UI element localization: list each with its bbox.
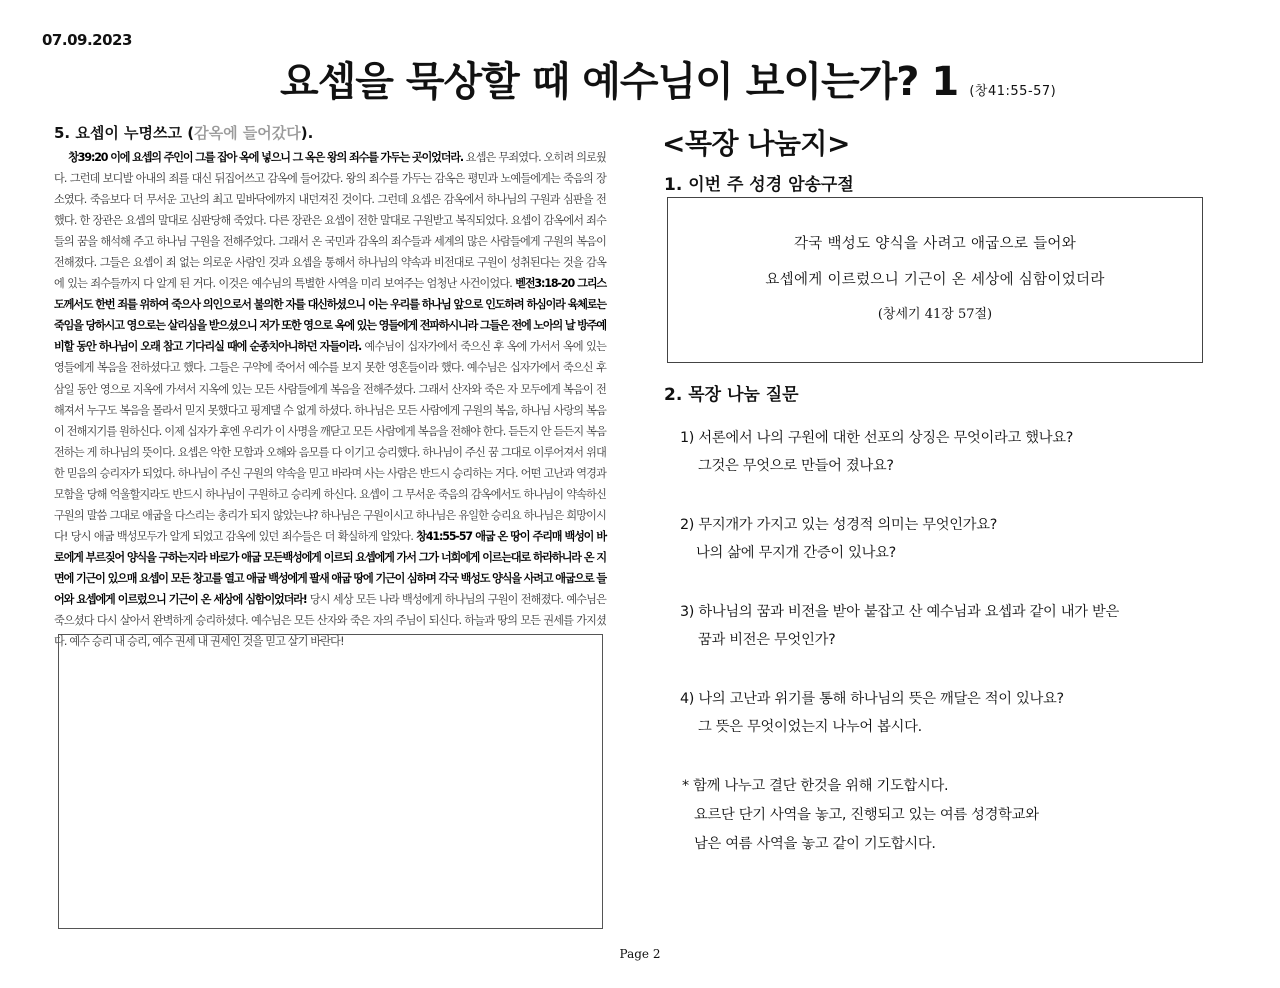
memory-verse-line: 요셉에게 이르렀으니 기근이 온 세상에 심함이었더라: [765, 272, 1105, 288]
title-block: [280, 50, 1180, 107]
question-1: 1) 서론에서 나의 구원에 대한 선포의 상징은 무엇이라고 했나요?: [680, 430, 1074, 446]
question-2: 2) 무지개가 가지고 있는 성경적 의미는 무엇인가요?: [680, 517, 998, 533]
sermon-heading-end: ).: [300, 124, 314, 142]
sermon-heading-grey: 감옥에 들어갔다: [194, 124, 301, 142]
memory-verse-box: [667, 197, 1203, 363]
sermon-paragraph: 예수님이 십자가에서 죽으신 후 옥에 가서서 옥에 있는 영들에게 복음을 전하셨다고 했다. 그들은 구약에 죽어서 예수를 보지 못한 영혼들이라 했다. 예수님은 십자가에서 죽으신 후 삼일 동안 영으로 지옥에 가셔서 지옥에 있는 모든 사람들에게 복음을 전해주셨다. 그래서 산자와 죽은 자 모두에게 복음이 전해져서 누구도 복음을 몰라서 믿지 못했다고 핑계댈 수 없게 하셨다. 하나님은 모든 사람에게 구원의 복음, 하나님 사랑의 복음이 전해지기를 원하신다. 이제 십자가 후엔 우리가 이 사명을 깨닫고 모든 사람에게 복음을 전해야 한다. 듣든지 안 듣든지 복음 전하는 게 하나님의 뜻이다. 요셉은 악한 모함과 오해와 음모를 다 이기고 승리했다. 하나님이 주신 꿈 그대로 이루어져서 위대한 믿음의 승리자가 되었다. 하나님이 주신 구원의 약속을 믿고 바라며 사는 사람은 반드시 승리하는 거다. 어떤 고난과 역경과 모함을 당해 억울할지라도 반드시 하나님이 구원하고 승리케 하신다. 요셉이 그 무서운 죽음의 감옥에서도 하나님이 약속하신 구원의 말씀 그대로 애굽을 다스리는 총리가 되지 않았는냐? 하나님은 구원이시고 하나님은 유일한 승리요 하나님은 희망이시다! 당시 애굽 백성모두가 알게 되었고 감옥에 있던 죄수들은 더 확실하게 알았다.: [54, 340, 606, 543]
sermon-heading-main: 5. 요셉이 누명쓰고 (: [54, 124, 195, 142]
question-2-sub: 나의 삶에 무지개 간증이 있나요?: [696, 545, 896, 561]
prayer-note: * 함께 나누고 결단 한것을 위해 기도합시다.: [682, 778, 949, 794]
scripture-quote: 벧전3:18-20 그리스도께서도 한번 죄를 위하여 죽으사 의인으로서 불의한 자를 대신하셨으니 이는 우리를 하나님 앞으로 인도하려 하심이라 육체로는 죽임을 당하시고 영으로는 살리심을 받으셨으니 저가 또한 영으로 옥에 있는 영들에게 전파하시니라 그들은 전에 노아의 날 방주예비할 동안 하나님이 오래 참고 기다리실 때에 순종치아니하던 자들이라.: [54, 277, 606, 354]
memory-verse-heading: 1. 이번 주 성경 암송구절: [664, 175, 854, 195]
notes-box: [58, 634, 603, 929]
page-number: Page 2: [619, 947, 661, 961]
scripture-quote: 창41:55-57 애굽 온 땅이 주리매 백성이 바로에게 부르짖어 양식을 구하는지라 바로가 애굽 모든백성에게 이르되 요셉에게 가서 그가 너희에게 이르는대로 하라하니라 온 지면에 기근이 있으매 요셉이 모든 창고를 열고 애굽 백성에게 팔새 애굽 땅에 기근이 심하며 각국 백성도 양식을 사려고 애굽으로 들어와 요셉에게 이르렀으니 기근이 온 세상에 심함이었더라!: [54, 529, 606, 606]
memory-verse-ref: (창세기 41장 57절): [877, 307, 993, 322]
prayer-note-line: 요르단 단기 사역을 놓고, 진행되고 있는 여름 성경학교와: [694, 807, 1039, 823]
sermon-body: [54, 147, 606, 652]
date-text: 07.09.2023: [42, 31, 132, 49]
question-4-sub: 그 뜻은 무엇이었는지 나누어 봅시다.: [698, 719, 922, 735]
memory-verse-line: 각국 백성도 양식을 사려고 애굽으로 들어와: [793, 236, 1077, 252]
sermon-heading: [54, 122, 606, 143]
scripture-quote: 창39:20 이에 요셉의 주인이 그를 잡아 옥에 넣으니 그 옥은 왕의 죄수를 가두는 곳이었더라.: [68, 151, 463, 164]
sermon-paragraph: 당시 세상 모든 나라 백성에게 하나님의 구원이 전해졌다. 예수님은 죽으셨다 다시 살아서 완벽하게 승리하셨다. 예수님은 모든 산자와 죽은 자의 주님이 되신다. 하늘과 땅의 모든 권세를 가지셨다. 예수 승리 내 승리, 예수 권세 내 권세인 것을 믿고 살기 바란다!: [54, 592, 606, 649]
title-scripture-ref: (창41:55-57): [969, 84, 1057, 99]
sermon-paragraph: 요셉은 무죄였다. 오히려 의로웠다. 그런데 보디발 아내의 죄를 대신 뒤집어쓰고 감옥에 들어갔다. 왕의 죄수를 가두는 감옥은 평민과 노예들에게는 죽음의 장소였다. 죽음보다 더 무서운 고난의 최고 밑바닥에까지 내던져진 것이다. 그런데 요셉은 감옥에서 하나님의 구원과 심판을 전했다. 한 장관은 요셉의 말대로 심판당해 죽었다. 다른 장관은 요셉이 전한 말대로 구원받고 복직되었다. 요셉이 감옥에서 죄수들의 꿈을 해석해 주고 하나님 구원을 전해주었다. 그래서 온 국민과 감옥의 죄수들과 세계의 많은 사람들에게 구원의 복음이 전해졌다. 그들은 요셉이 죄 없는 의로운 사람인 것과 요셉을 통해서 하나님의 약속과 비전대로 구원이 성취된다는 것을 감옥에 있는 죄수들까지 다 알게 된 거다. 이것은 예수님의 특별한 사역을 미리 보여주는 엄청난 사건이었다.: [54, 151, 606, 291]
question-3: 3) 하나님의 꿈과 비전을 받아 붙잡고 산 예수님과 요셉과 같이 내가 받은: [680, 604, 1120, 620]
sharing-sheet-title: <목장 나눔지>: [662, 127, 850, 160]
prayer-note-line: 남은 여름 사역을 놓고 같이 기도합시다.: [694, 836, 936, 852]
sermon-column: [54, 122, 606, 652]
page-title: 요셉을 묵상할 때 예수님이 보이는가? 1: [280, 59, 959, 105]
question-4: 4) 나의 고난과 위기를 통해 하나님의 뜻은 깨달은 적이 있나요?: [680, 691, 1064, 707]
question-1-sub: 그것은 무엇으로 만들어 졌나요?: [698, 458, 894, 474]
question-3-sub: 꿈과 비전은 무엇인가?: [698, 632, 836, 648]
discussion-heading: 2. 목장 나눔 질문: [664, 385, 799, 405]
